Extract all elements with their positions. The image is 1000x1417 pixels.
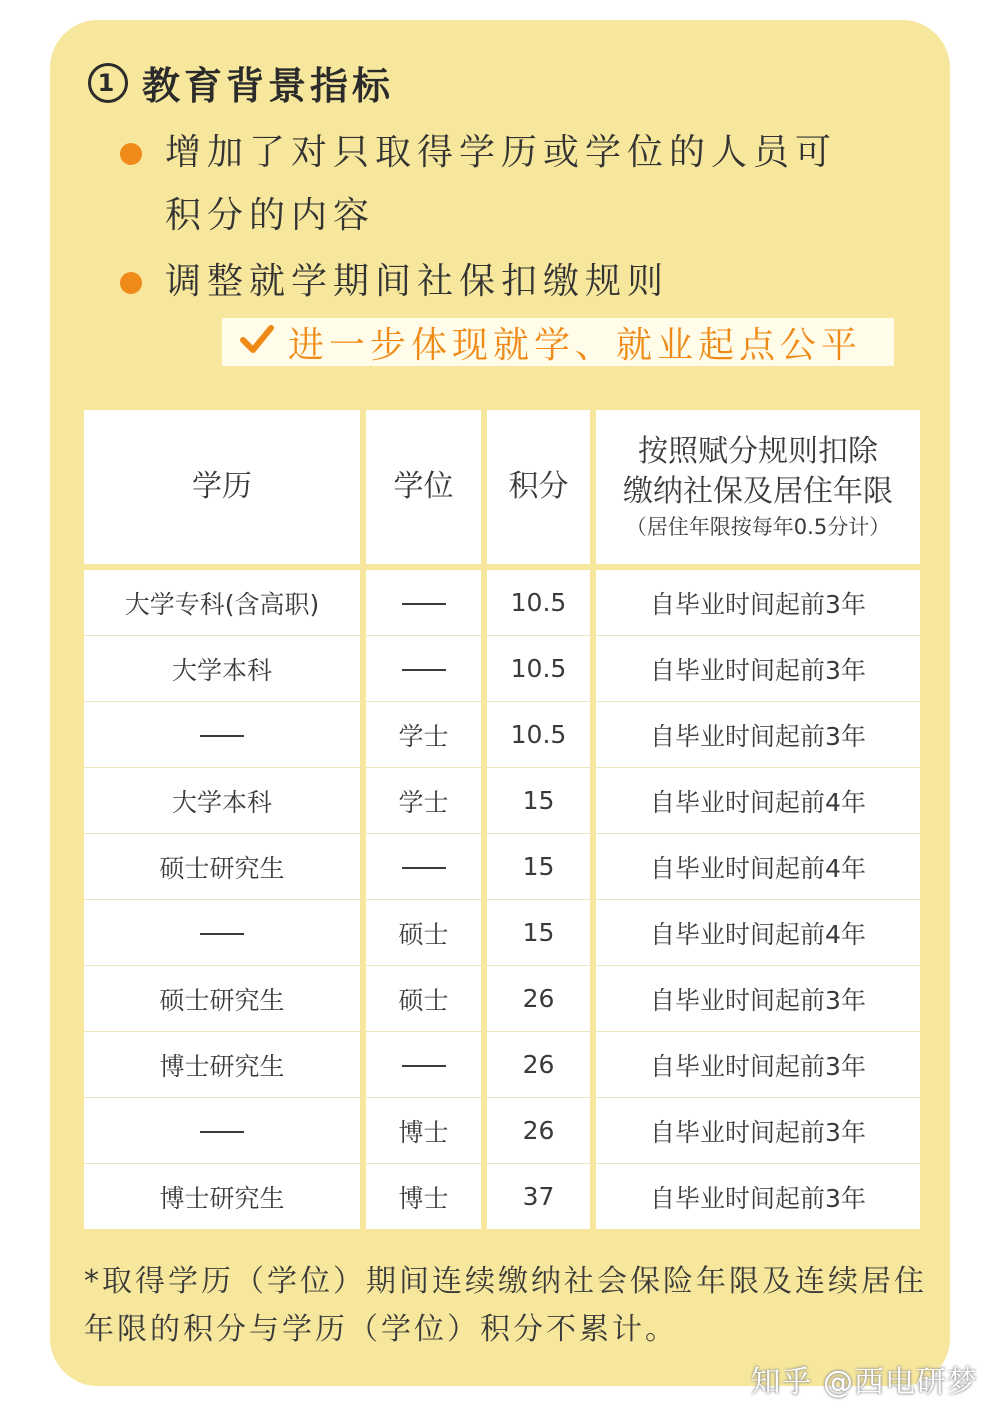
dash-mark [402,669,446,671]
dash-mark [402,1065,446,1067]
table-row [84,570,920,636]
table-row [84,768,920,834]
cell-education: 大学本科 [84,636,366,702]
cell-rule: 自毕业时间起前4年 [596,834,920,900]
cell-points: 15 [487,768,596,834]
table-row [84,966,920,1032]
cell-rule: 自毕业时间起前3年 [596,966,920,1032]
bullet-dot-icon [120,143,142,165]
cell-degree [366,834,487,900]
cell-points: 26 [487,1098,596,1164]
bullet-text-line2: 积分的内容 [165,195,376,236]
cell-degree: 学士 [366,702,487,768]
cell-rule: 自毕业时间起前4年 [596,768,920,834]
cell-education: 大学本科 [84,768,366,834]
header-rule [596,410,920,570]
section-title [88,55,394,110]
header-degree: 学位 [366,410,487,570]
section-number: 1 [88,63,128,103]
cell-rule: 自毕业时间起前3年 [596,636,920,702]
cell-points: 15 [487,900,596,966]
cell-education [84,1098,366,1164]
highlight-text: 进一步体现就学、就业起点公平 [288,324,863,366]
cell-degree: 博士 [366,1164,487,1229]
header-rule-line1: 按照赋分规则扣除 [638,434,878,469]
table-row [84,1098,920,1164]
bullet-text-line1: 增加了对只取得学历或学位的人员可 [165,132,838,173]
table-header-row [84,410,920,570]
cell-education: 博士研究生 [84,1032,366,1098]
bullet-item-2 [120,250,905,313]
header-rule-note: （居住年限按每年0.5分计） [625,515,891,539]
dash-mark [200,1131,244,1133]
table-row [84,834,920,900]
dash-mark [200,735,244,737]
section-title-text: 教育背景指标 [142,64,395,108]
cell-rule: 自毕业时间起前3年 [596,702,920,768]
table-row [84,1164,920,1229]
cell-education: 博士研究生 [84,1164,366,1229]
cell-degree [366,570,487,636]
cell-degree: 硕士 [366,900,487,966]
cell-education: 硕士研究生 [84,834,366,900]
cell-education: 硕士研究生 [84,966,366,1032]
cell-degree [366,1032,487,1098]
table-row [84,636,920,702]
cell-rule: 自毕业时间起前4年 [596,900,920,966]
header-education: 学历 [84,410,366,570]
table-row [84,702,920,768]
cell-degree: 学士 [366,768,487,834]
cell-points: 26 [487,1032,596,1098]
cell-rule: 自毕业时间起前3年 [596,570,920,636]
cell-rule: 自毕业时间起前3年 [596,1098,920,1164]
dash-mark [402,603,446,605]
cell-education: 大学专科(含高职) [84,570,366,636]
points-table [84,410,920,1229]
cell-education [84,900,366,966]
cell-rule: 自毕业时间起前3年 [596,1164,920,1229]
bullet-dot-icon [120,272,142,294]
cell-degree: 硕士 [366,966,487,1032]
header-points: 积分 [487,410,596,570]
cell-points: 15 [487,834,596,900]
cell-points: 10.5 [487,702,596,768]
cell-points: 10.5 [487,636,596,702]
dash-mark [402,867,446,869]
table-row [84,1032,920,1098]
check-icon [240,322,274,363]
header-rule-line2: 缴纳社保及居住年限 [623,474,893,509]
table-body [84,570,920,1229]
footnote: *取得学历（学位）期间连续缴纳社会保险年限及连续居住年限的积分与学历（学位）积分不累计。 [84,1264,927,1347]
dash-mark [200,933,244,935]
cell-degree [366,636,487,702]
bullet-text-line1: 调整就学期间社保扣缴规则 [165,261,670,302]
table-row [84,900,920,966]
cell-education [84,702,366,768]
watermark: 知乎 @西电研梦 [750,1365,978,1400]
bullet-item-1 [120,121,905,247]
highlight-banner [222,318,894,366]
cell-degree: 博士 [366,1098,487,1164]
cell-points: 10.5 [487,570,596,636]
cell-rule: 自毕业时间起前3年 [596,1032,920,1098]
points-table-wrapper [84,410,920,1218]
cell-points: 37 [487,1164,596,1229]
cell-points: 26 [487,966,596,1032]
